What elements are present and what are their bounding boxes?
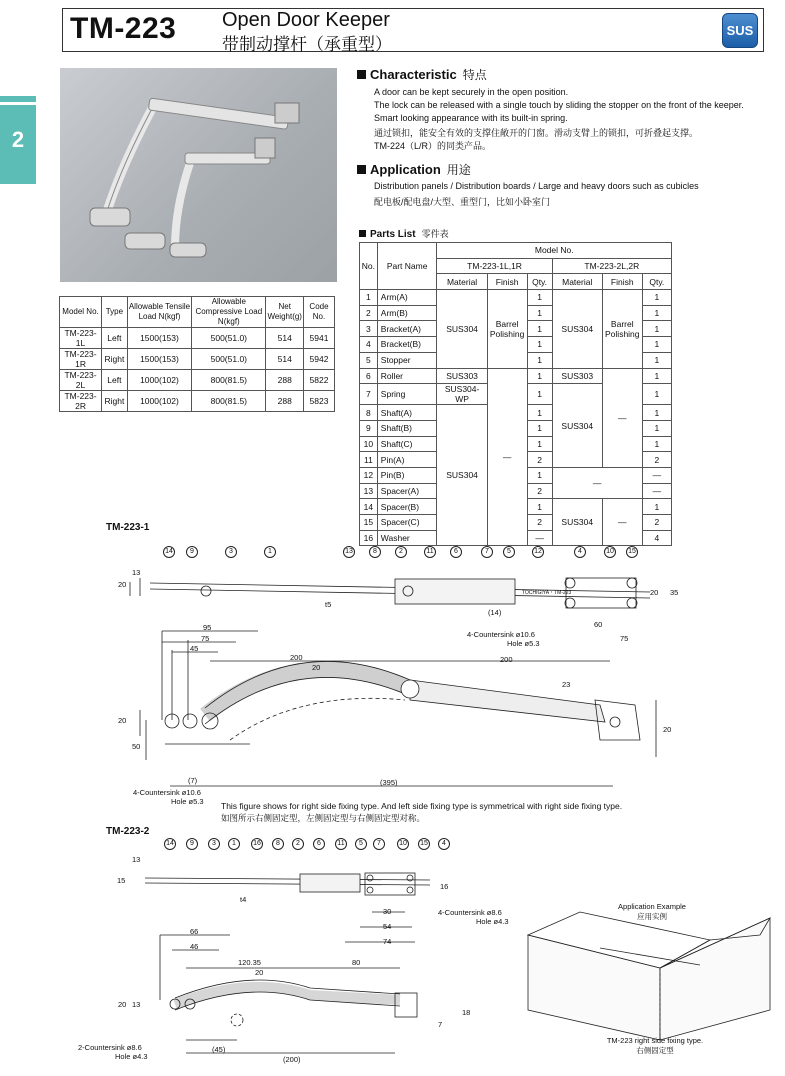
callout-number: 5 xyxy=(503,546,515,558)
drawing1-holes-right: 4-Countersink ø10.6 Hole ø5.3 xyxy=(467,630,540,648)
callout-number: 7 xyxy=(481,546,493,558)
dim-label: 200 xyxy=(500,655,513,664)
drawing2-holes-left: 2-Countersink ø8.6 Hole ø4.3 xyxy=(78,1043,148,1061)
dim-label: (14) xyxy=(488,608,502,617)
dim-label: 20 xyxy=(118,716,127,725)
callout-number: 8 xyxy=(272,838,284,850)
callout-number: 7 xyxy=(373,838,385,850)
drawing2-holes-right: 4-Countersink ø8.6 Hole ø4.3 xyxy=(438,908,509,926)
dim-label: 20 xyxy=(650,588,659,597)
dim-label: 60 xyxy=(594,620,603,629)
table-row: TM-223-1L Left 1500(153) 500(51.0) 514 5941 xyxy=(60,328,335,349)
dim-label: 45 xyxy=(190,644,199,653)
dim-label: 75 xyxy=(620,634,629,643)
dim-label: 15 xyxy=(117,876,126,885)
dim-label: 30 xyxy=(383,907,392,916)
dim-label: 46 xyxy=(190,942,199,951)
application-heading: Application 用途 xyxy=(357,161,471,178)
table-row: TM-223-1R Right 1500(153) 500(51.0) 514 5942 xyxy=(60,349,335,370)
dim-label: 75 xyxy=(201,634,210,643)
dim-label: t5 xyxy=(325,600,332,609)
dim-label: 13 xyxy=(132,1000,141,1009)
dim-label: 20 xyxy=(255,968,264,977)
dim-label: 80 xyxy=(352,958,361,967)
callout-number: 3 xyxy=(225,546,237,558)
dim-label: 16 xyxy=(440,882,449,891)
callout-number: 15 xyxy=(626,546,638,558)
dim-label: t4 xyxy=(240,895,247,904)
application-text: Distribution panels / Distribution boards / Large and heavy doors such as cubicles 配电板/配电盘/大型、重型门，比如小卧室门 xyxy=(374,181,699,207)
table-row: TM-223-2L Left 1000(102) 800(81.5) 288 5822 xyxy=(60,370,335,391)
callout-number: 14 xyxy=(164,838,176,850)
callout-number: 1 xyxy=(228,838,240,850)
callout-number: 11 xyxy=(335,838,347,850)
drawing2-label: TM-223-2 xyxy=(106,826,150,837)
app-example-title: Application Example 应用实例 xyxy=(618,902,686,921)
dim-label: 18 xyxy=(462,1008,471,1017)
dim-label: 20 xyxy=(118,580,127,589)
callout-number: 5 xyxy=(355,838,367,850)
engraved-stamp: TOCHIGIYA・TM-223 xyxy=(522,590,572,596)
callout-number: 11 xyxy=(424,546,436,558)
dim-label: 120.35 xyxy=(238,958,261,967)
sus-badge: SUS xyxy=(722,13,758,48)
dim-label: (7) xyxy=(188,776,198,785)
spec-table: Model No. Type Allowable Tensile Load N(kgf) Allowable Compressive Load N(kgf) Net Weight(g) Code No. TM-223-1L Left 1500(153) 500(51.0) 514 5941 TM-223-1R Right 1500(153) 500(51.0) 514 5942 TM-223-2L Left 1000(102) 800(81.5) 288 5822 TM-223-2R Right 1000(102) 800(81.5) 288 5823 xyxy=(59,296,335,412)
drawing1-label: TM-223-1 xyxy=(106,522,150,533)
characteristic-text: A door can be kept securely in the open position. The lock can be released with a single touch by sliding the stopper on the front of the keeper. Smart looking appearance with its built-in spring. 通过锁扣，能安全有效的支撑住敞开的门窗。滑动支臂上的锁扣，可折叠起支撑。 TM-224（L/R）的同类产品。 xyxy=(374,87,744,151)
dim-label: 74 xyxy=(383,937,392,946)
callout-number: 15 xyxy=(418,838,430,850)
dim-label: 50 xyxy=(132,742,141,751)
chapter-number: 2 xyxy=(11,127,25,152)
dim-label: 23 xyxy=(562,680,571,689)
callout-number: 2 xyxy=(395,546,407,558)
table-row: TM-223-2R Right 1000(102) 800(81.5) 288 5823 xyxy=(60,391,335,412)
callout-number: 2 xyxy=(292,838,304,850)
callout-number: 9 xyxy=(186,546,198,558)
title-english: Open Door Keeper xyxy=(222,9,390,31)
dim-label: 20 xyxy=(663,725,672,734)
dim-label: 95 xyxy=(203,623,212,632)
app-example-caption: TM-223 right side fixing type. 右侧固定型 xyxy=(606,1036,704,1055)
dim-label: (200) xyxy=(283,1055,301,1064)
parts-heading: Parts List 零件表 xyxy=(359,227,449,240)
dim-label: 20 xyxy=(118,1000,127,1009)
title-chinese: 带制动撑杆（承重型） xyxy=(222,35,392,54)
drawing1-holes-left: 4-Countersink ø10.6 Hole ø5.3 xyxy=(133,788,204,806)
drawing1-note: This figure shows for right side fixing type. And left side fixing type is symmetrical with right side fixing type. 如图所示右侧固定型，左侧固定型与右侧固定型对称。 xyxy=(221,801,623,823)
callout-number: 4 xyxy=(574,546,586,558)
callout-number: 12 xyxy=(532,546,544,558)
dim-label: 200 xyxy=(290,653,303,662)
callout-number: 10 xyxy=(397,838,409,850)
callout-number: 10 xyxy=(604,546,616,558)
callout-number: 6 xyxy=(450,546,462,558)
callout-number: 6 xyxy=(313,838,325,850)
dim-label: 35 xyxy=(670,588,679,597)
dim-label: 20 xyxy=(312,663,321,672)
callout-number: 16 xyxy=(251,838,263,850)
dim-label: 54 xyxy=(383,922,392,931)
characteristic-heading: Characteristic 特点 xyxy=(357,66,487,83)
parts-table: No. Part Name Model No. TM-223-1L,1R TM-223-2L,2R Material Finish Qty. Material Finish Qty. 1 Arm(A) SUS304 Barrel Polishing 1 SUS304 Barrel Polishing 1 2 Arm(B) 1 1 3 Bracket(A) 1 1 4 Bracket(B) 1 1 5 Stopper 1 1 6 Roller SUS303 — 1 SUS303 — 1 7 Spring SUS304-WP 1 SUS304 1 8 Shaft(A) SUS304 1 1 9 Shaft(B) 1 1 10 Shaft(C) 1 1 11 Pin(A) 2 2 12 Pin(B) 1 — — 13 Spacer(A) 2 — 14 Spacer(B) 1 SUS304 — 1 15 Spacer(C) 2 2 16 Washer — 4 xyxy=(359,242,672,546)
dim-label: 7 xyxy=(438,1020,443,1029)
callout-number: 1 xyxy=(264,546,276,558)
callout-number: 9 xyxy=(186,838,198,850)
model-number: TM-223 xyxy=(70,12,177,45)
dim-label: (395) xyxy=(380,778,398,787)
callout-number: 13 xyxy=(343,546,355,558)
callout-number: 14 xyxy=(163,546,175,558)
callout-number: 4 xyxy=(438,838,450,850)
dim-label: 66 xyxy=(190,927,199,936)
dim-label: 13 xyxy=(132,568,141,577)
callout-number: 3 xyxy=(208,838,220,850)
dim-label: (45) xyxy=(212,1045,226,1054)
dim-label: 13 xyxy=(132,855,141,864)
callout-number: 8 xyxy=(369,546,381,558)
